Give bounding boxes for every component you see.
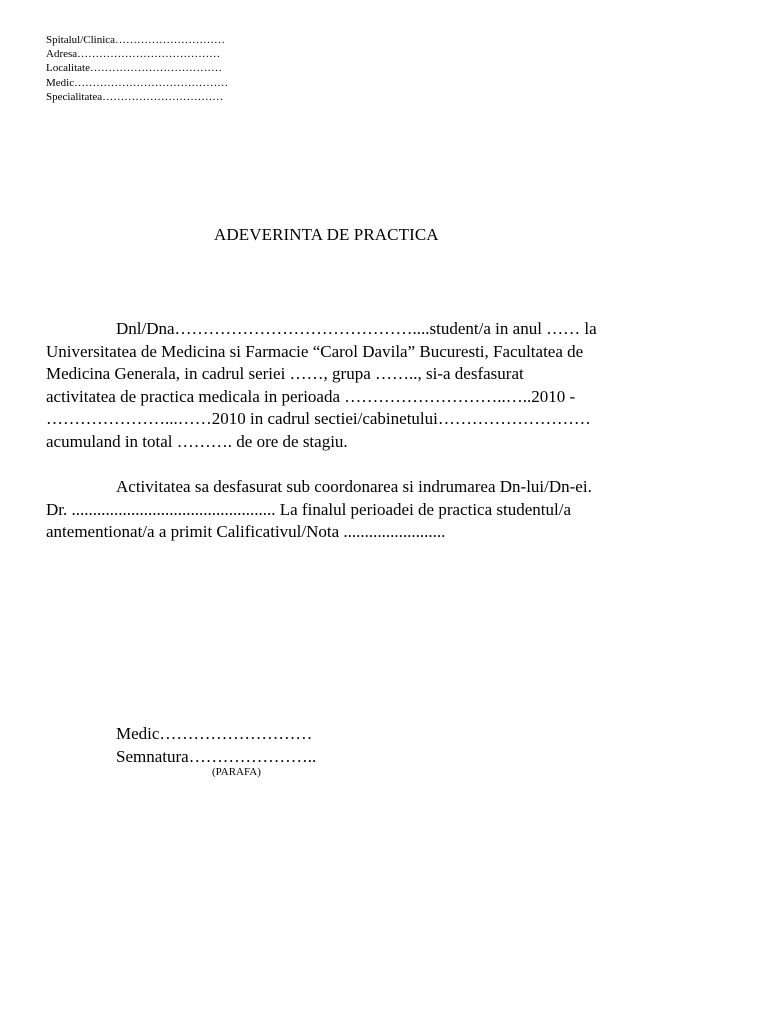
header-locality-line: Localitate……………………………… — [46, 62, 222, 75]
signature-semnatura-line: Semnatura………………….. — [116, 746, 317, 766]
paragraph-line: Dr. ................................................ La finalul perioadei de practica studentul/a — [46, 499, 571, 519]
stamp-label: (PARAFA) — [212, 766, 261, 778]
signature-medic-line: Medic……………………… — [116, 724, 313, 743]
paragraph-line: Medicina Generala, in cadrul seriei ……, grupa …….., si-a desfasurat — [46, 364, 524, 383]
paragraph-line-text: Activitatea sa desfasurat sub coordonarea si indrumarea Dn-lui/Dn-ei. — [116, 477, 592, 496]
paragraph-student-details — [46, 318, 726, 453]
header-specialty-line: Specialitatea…………………………… — [46, 90, 224, 103]
paragraph-line — [46, 318, 726, 341]
institution-header — [46, 33, 228, 104]
header-hospital-line: Spitalul/Clinica………………………… — [46, 34, 226, 46]
header-doctor-line: Medic…………………………………… — [46, 76, 229, 89]
paragraph-line: …………………...……2010 in cadrul sectiei/cabinetului……………………… — [46, 409, 591, 428]
paragraph-line — [46, 476, 726, 499]
header-address-line: Adresa………………………………… — [46, 48, 221, 61]
paragraph-line: activitatea de practica medicala in perioada ………………………..…..2010 - — [46, 386, 576, 406]
paragraph-line: Universitatea de Medicina si Farmacie “Carol Davila” Bucuresti, Facultatea de — [46, 341, 584, 361]
document-title: ADEVERINTA DE PRACTICA — [214, 225, 439, 244]
signature-block — [116, 723, 316, 768]
paragraph-coordination — [46, 476, 726, 544]
paragraph-line: acumuland in total ………. de ore de stagiu. — [46, 431, 348, 451]
paragraph-line: antementionat/a a primit Calificativul/Nota ........................ — [46, 522, 446, 541]
paragraph-line-text: Dnl/Dna……………………………………....student/a in anul …… la — [116, 319, 597, 338]
